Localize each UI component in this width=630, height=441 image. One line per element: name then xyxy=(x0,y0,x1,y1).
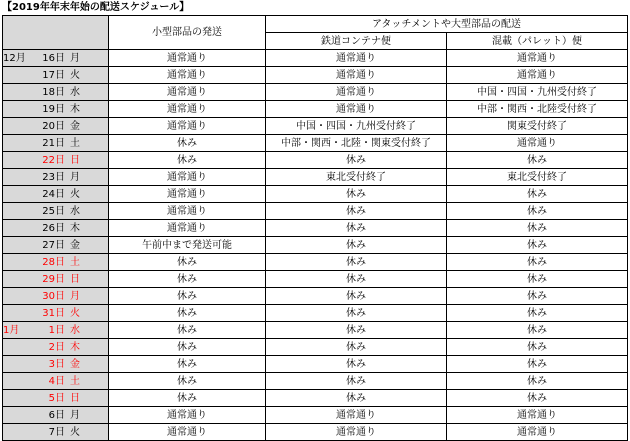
rail-container-cell: 休み xyxy=(266,220,447,237)
small-parts-cell: 休み xyxy=(109,152,266,169)
weekday-label: 月 xyxy=(70,409,80,421)
weekday-label: 水 xyxy=(70,86,80,98)
weekday-label: 木 xyxy=(70,341,80,353)
day-label: 27日 xyxy=(42,239,65,251)
table-row xyxy=(3,339,628,356)
table-row xyxy=(3,254,628,271)
rail-container-cell: 通常通り xyxy=(266,101,447,118)
rail-container-cell: 東北受付終了 xyxy=(266,169,447,186)
pallet-cell: 通常通り xyxy=(447,67,628,84)
header-pallet: 混載（パレット）便 xyxy=(447,33,628,50)
weekday-label: 月 xyxy=(70,52,80,64)
day-label: 20日 xyxy=(42,120,65,132)
rail-container-cell: 休み xyxy=(266,356,447,373)
rail-container-cell: 休み xyxy=(266,322,447,339)
header-large-parts-group: アタッチメントや大型部品の配送 xyxy=(266,16,628,33)
weekday-label: 火 xyxy=(70,426,80,438)
day-label: 30日 xyxy=(42,290,65,302)
day-label: 17日 xyxy=(42,69,65,81)
date-cell xyxy=(3,424,109,441)
date-cell xyxy=(3,390,109,407)
table-row xyxy=(3,101,628,118)
table-row xyxy=(3,220,628,237)
date-cell xyxy=(3,50,109,67)
date-cell xyxy=(3,373,109,390)
small-parts-cell: 通常通り xyxy=(109,186,266,203)
table-row xyxy=(3,203,628,220)
table-row xyxy=(3,186,628,203)
day-label: 4日 xyxy=(48,375,65,387)
small-parts-cell: 通常通り xyxy=(109,101,266,118)
date-cell xyxy=(3,67,109,84)
date-cell xyxy=(3,339,109,356)
rail-container-cell: 通常通り xyxy=(266,67,447,84)
page-title: 【2019年年末年始の配送スケジュール】 xyxy=(2,2,190,13)
small-parts-cell: 通常通り xyxy=(109,424,266,441)
date-cell xyxy=(3,84,109,101)
small-parts-cell: 休み xyxy=(109,322,266,339)
weekday-label: 木 xyxy=(70,103,80,115)
table-row xyxy=(3,407,628,424)
weekday-label: 土 xyxy=(70,375,80,387)
header-row-top xyxy=(3,16,628,33)
weekday-label: 日 xyxy=(70,273,80,285)
date-cell xyxy=(3,305,109,322)
rail-container-cell: 通常通り xyxy=(266,424,447,441)
rail-container-cell: 休み xyxy=(266,305,447,322)
day-label: 23日 xyxy=(42,171,65,183)
date-cell xyxy=(3,254,109,271)
rail-container-cell: 休み xyxy=(266,186,447,203)
table-row xyxy=(3,67,628,84)
weekday-label: 金 xyxy=(70,120,80,132)
table-row xyxy=(3,271,628,288)
small-parts-cell: 休み xyxy=(109,288,266,305)
day-label: 18日 xyxy=(42,86,65,98)
date-cell xyxy=(3,271,109,288)
day-label: 22日 xyxy=(42,154,65,166)
header-rail-container: 鉄道コンテナ便 xyxy=(266,33,447,50)
table-row xyxy=(3,305,628,322)
small-parts-cell: 通常通り xyxy=(109,169,266,186)
weekday-label: 月 xyxy=(70,171,80,183)
small-parts-cell: 通常通り xyxy=(109,407,266,424)
small-parts-cell: 通常通り xyxy=(109,50,266,67)
date-cell xyxy=(3,356,109,373)
pallet-cell: 休み xyxy=(447,254,628,271)
date-cell xyxy=(3,322,109,339)
pallet-cell: 休み xyxy=(447,186,628,203)
pallet-cell: 休み xyxy=(447,152,628,169)
pallet-cell: 通常通り xyxy=(447,424,628,441)
month-label: 12月 xyxy=(3,52,26,64)
pallet-cell: 中国・四国・九州受付終了 xyxy=(447,84,628,101)
date-cell xyxy=(3,101,109,118)
date-cell xyxy=(3,169,109,186)
pallet-cell: 通常通り xyxy=(447,50,628,67)
small-parts-cell: 通常通り xyxy=(109,203,266,220)
small-parts-cell: 通常通り xyxy=(109,84,266,101)
rail-container-cell: 通常通り xyxy=(266,407,447,424)
day-label: 25日 xyxy=(42,205,65,217)
weekday-label: 月 xyxy=(70,290,80,302)
date-cell xyxy=(3,152,109,169)
date-cell xyxy=(3,203,109,220)
date-cell xyxy=(3,288,109,305)
day-label: 2日 xyxy=(48,341,65,353)
pallet-cell: 通常通り xyxy=(447,135,628,152)
month-label: 1月 xyxy=(3,324,20,336)
small-parts-cell: 通常通り xyxy=(109,67,266,84)
day-label: 16日 xyxy=(42,52,65,64)
day-label: 26日 xyxy=(42,222,65,234)
table-row xyxy=(3,424,628,441)
pallet-cell: 休み xyxy=(447,373,628,390)
weekday-label: 火 xyxy=(70,69,80,81)
weekday-label: 土 xyxy=(70,137,80,149)
table-row xyxy=(3,356,628,373)
date-cell xyxy=(3,220,109,237)
date-cell xyxy=(3,118,109,135)
rail-container-cell: 中部・関西・北陸・関東受付終了 xyxy=(266,135,447,152)
day-label: 24日 xyxy=(42,188,65,200)
small-parts-cell: 休み xyxy=(109,135,266,152)
rail-container-cell: 休み xyxy=(266,288,447,305)
header-corner xyxy=(3,16,109,50)
rail-container-cell: 中国・四国・九州受付終了 xyxy=(266,118,447,135)
rail-container-cell: 休み xyxy=(266,152,447,169)
weekday-label: 金 xyxy=(70,358,80,370)
small-parts-cell: 休み xyxy=(109,390,266,407)
table-row xyxy=(3,84,628,101)
weekday-label: 金 xyxy=(70,239,80,251)
table-row xyxy=(3,390,628,407)
rail-container-cell: 通常通り xyxy=(266,50,447,67)
weekday-label: 土 xyxy=(70,256,80,268)
pallet-cell: 休み xyxy=(447,203,628,220)
pallet-cell: 休み xyxy=(447,288,628,305)
pallet-cell: 中部・関西・北陸受付終了 xyxy=(447,101,628,118)
small-parts-cell: 休み xyxy=(109,254,266,271)
schedule-body xyxy=(3,50,628,441)
weekday-label: 水 xyxy=(70,324,80,336)
pallet-cell: 通常通り xyxy=(447,407,628,424)
small-parts-cell: 休み xyxy=(109,356,266,373)
pallet-cell: 休み xyxy=(447,339,628,356)
pallet-cell: 休み xyxy=(447,322,628,339)
table-row xyxy=(3,118,628,135)
day-label: 7日 xyxy=(48,426,65,438)
rail-container-cell: 休み xyxy=(266,339,447,356)
pallet-cell: 休み xyxy=(447,271,628,288)
day-label: 19日 xyxy=(42,103,65,115)
small-parts-cell: 午前中まで発送可能 xyxy=(109,237,266,254)
weekday-label: 火 xyxy=(70,307,80,319)
date-cell xyxy=(3,186,109,203)
table-row xyxy=(3,135,628,152)
table-row xyxy=(3,373,628,390)
date-cell xyxy=(3,407,109,424)
rail-container-cell: 休み xyxy=(266,390,447,407)
small-parts-cell: 通常通り xyxy=(109,220,266,237)
day-label: 1日 xyxy=(48,324,65,336)
rail-container-cell: 休み xyxy=(266,271,447,288)
pallet-cell: 休み xyxy=(447,237,628,254)
pallet-cell: 東北受付終了 xyxy=(447,169,628,186)
weekday-label: 木 xyxy=(70,222,80,234)
pallet-cell: 休み xyxy=(447,390,628,407)
pallet-cell: 休み xyxy=(447,356,628,373)
weekday-label: 日 xyxy=(70,154,80,166)
day-label: 21日 xyxy=(42,137,65,149)
day-label: 28日 xyxy=(42,256,65,268)
day-label: 5日 xyxy=(48,392,65,404)
rail-container-cell: 休み xyxy=(266,254,447,271)
header-small-parts: 小型部品の発送 xyxy=(109,16,266,50)
date-cell xyxy=(3,135,109,152)
pallet-cell: 休み xyxy=(447,305,628,322)
small-parts-cell: 休み xyxy=(109,271,266,288)
small-parts-cell: 休み xyxy=(109,339,266,356)
small-parts-cell: 休み xyxy=(109,373,266,390)
rail-container-cell: 休み xyxy=(266,373,447,390)
day-label: 29日 xyxy=(42,273,65,285)
day-label: 3日 xyxy=(48,358,65,370)
rail-container-cell: 休み xyxy=(266,203,447,220)
small-parts-cell: 休み xyxy=(109,305,266,322)
table-row xyxy=(3,152,628,169)
weekday-label: 火 xyxy=(70,188,80,200)
table-row xyxy=(3,50,628,67)
pallet-cell: 休み xyxy=(447,220,628,237)
table-row xyxy=(3,237,628,254)
day-label: 6日 xyxy=(48,409,65,421)
shipping-schedule-table xyxy=(2,15,628,441)
small-parts-cell: 通常通り xyxy=(109,118,266,135)
weekday-label: 日 xyxy=(70,392,80,404)
table-row xyxy=(3,288,628,305)
weekday-label: 水 xyxy=(70,205,80,217)
rail-container-cell: 通常通り xyxy=(266,84,447,101)
pallet-cell: 関東受付終了 xyxy=(447,118,628,135)
table-row xyxy=(3,169,628,186)
date-cell xyxy=(3,237,109,254)
day-label: 31日 xyxy=(42,307,65,319)
table-row xyxy=(3,322,628,339)
rail-container-cell: 休み xyxy=(266,237,447,254)
